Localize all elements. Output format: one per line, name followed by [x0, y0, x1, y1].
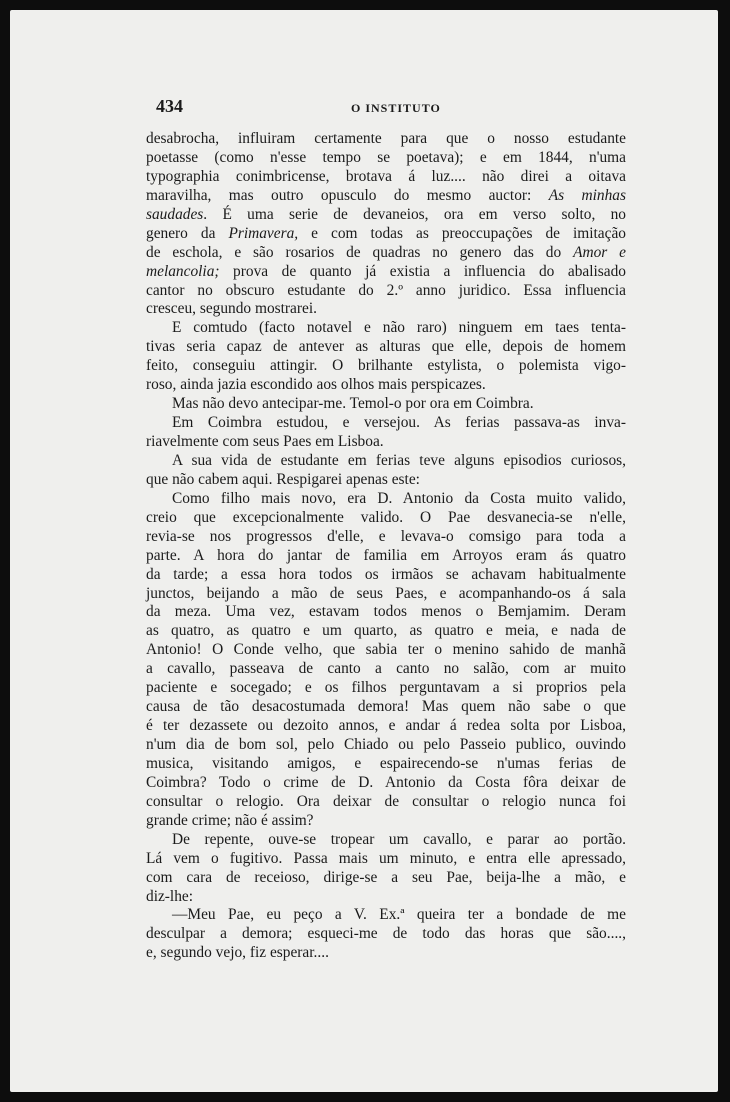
text-line — [146, 528, 626, 547]
text-segment: n'um dia de bom sol, pelo Chiado ou pelo Passeio publico, ouvindo — [146, 736, 626, 753]
text-line — [146, 622, 626, 641]
text-segment: Mas não devo antecipar-me. Temol-o por ora em Coimbra. — [172, 395, 534, 413]
text-line — [146, 300, 626, 319]
text-segment: é ter dezassete ou dezoito annos, e andar á redea solta por Lisboa, — [146, 717, 626, 735]
text-segment: de eschola, e são rosarios de quadras no genero das do — [146, 243, 574, 261]
page-header — [156, 96, 636, 122]
text-line — [146, 679, 626, 698]
text-segment: que não cabem aqui. Respigarei apenas este: — [146, 470, 420, 488]
text-line — [146, 641, 626, 660]
text-segment: paciente e socegado; e os filhos perguntavam a si proprios pela — [146, 679, 626, 697]
text-line — [146, 717, 626, 736]
text-line — [146, 338, 626, 357]
text-segment: com cara de receioso, dirige-se a seu Pae, beija-lhe a mão, e — [146, 868, 626, 886]
text-segment: musica, visitando amigos, e espairecendo-se n'umas ferias de — [146, 754, 626, 772]
text-segment: creio que excepcionalmente valido. O Pae desvanecia-se n'elle, — [146, 508, 626, 526]
text-segment: saudades — [146, 205, 204, 223]
text-line — [146, 850, 626, 869]
text-segment: prova de quanto já existia a influencia do abalisado — [219, 262, 626, 280]
text-line — [146, 698, 626, 717]
text-segment: revia-se nos progressos d'elle, e levava-o comsigo para toda a — [146, 527, 626, 545]
text-segment: junctos, beijando a mão de seus Paes, e acompanhando-os á sala — [146, 584, 626, 602]
text-segment: typographia conimbricense, brotava á luz.... não direi a oitava — [146, 167, 626, 185]
text-segment: da tarde; a essa hora todos os irmãos se achavam habitualmente — [146, 565, 626, 583]
text-line — [146, 566, 626, 585]
text-line — [146, 357, 626, 376]
text-line — [146, 225, 626, 244]
text-line — [146, 149, 626, 168]
text-line — [146, 376, 626, 395]
text-segment: parte. A hora do jantar de familia em Arroyos eram ás quatro — [146, 546, 626, 564]
text-segment: —Meu Pae, eu peço a V. Ex.ª queira ter a bondade de me — [172, 906, 626, 924]
text-segment: A sua vida de estudante em ferias teve alguns episodios curiosos, — [172, 451, 626, 469]
text-line — [146, 130, 626, 149]
text-segment: As minhas — [548, 186, 626, 204]
text-line — [146, 414, 626, 433]
text-line — [146, 168, 626, 187]
text-segment: desculpar a demora; esqueci-me de todo das horas que são...., — [146, 925, 626, 943]
text-segment: maravilha, mas outro opusculo do mesmo auctor: — [146, 186, 549, 204]
text-line — [146, 585, 626, 604]
text-segment: Primavera, — [228, 224, 299, 242]
text-segment: feito, conseguiu attingir. O brilhante estylista, o polemista vigo- — [146, 357, 626, 375]
text-line — [146, 395, 626, 414]
text-line — [146, 925, 626, 944]
text-segment: poetasse (como n'esse tempo se poetava); e em 1844, n'uma — [146, 148, 626, 166]
text-line — [146, 244, 626, 263]
text-line — [146, 282, 626, 301]
text-segment: da meza. Uma vez, estavam todos menos o Bemjamim. Deram — [146, 603, 626, 621]
text-segment: as quatro, as quatro e um quarto, as quatro e meia, e nada de — [146, 622, 626, 640]
text-line — [146, 547, 626, 566]
text-segment: Amor e — [573, 243, 626, 261]
running-title: O INSTITUTO — [351, 101, 441, 115]
text-line — [146, 888, 626, 907]
text-segment: diz-lhe: — [146, 887, 194, 905]
text-line — [146, 603, 626, 622]
text-segment: cresceu, segundo mostrarei. — [146, 300, 317, 318]
text-line — [146, 206, 626, 225]
text-segment: . É uma serie de devaneios, ora em verso solto, no — [203, 205, 626, 223]
text-line — [146, 319, 626, 338]
text-segment: genero da — [146, 224, 229, 242]
text-segment: roso, ainda jazia escondido aos olhos mais perspicazes. — [146, 376, 486, 394]
text-segment: consultar o relogio. Ora deixar de consultar o relogio nunca foi — [146, 792, 626, 810]
text-segment: e com todas as preoccupações de imitação — [298, 224, 626, 242]
text-segment: De repente, ouve-se tropear um cavallo, e parar ao portão. — [172, 830, 626, 848]
text-line — [146, 263, 626, 282]
text-segment: E comtudo (facto notavel e não raro) ninguem em taes tenta- — [172, 319, 626, 337]
page-number: 434 — [156, 96, 183, 116]
text-segment: e, segundo vejo, fiz esperar.... — [146, 944, 329, 962]
text-segment: Coimbra? Todo o crime de D. Antonio da Costa fôra deixar de — [146, 773, 626, 791]
text-segment: causa de tão desacostumada demora! Mas quem não sabe o que — [146, 698, 626, 716]
text-line — [146, 471, 626, 490]
text-segment: Como filho mais novo, era D. Antonio da Costa muito valido, — [172, 489, 626, 507]
text-segment: cantor no obscuro estudante do 2.º anno juridico. Essa influencia — [146, 281, 626, 299]
text-segment: Em Coimbra estudou, e versejou. As ferias passava-as inva- — [172, 414, 626, 432]
text-line — [146, 755, 626, 774]
text-line — [146, 736, 626, 755]
text-line — [146, 906, 626, 925]
text-segment: Antonio! O Conde velho, que sabia ter o menino sahido de manhã — [146, 641, 626, 659]
text-segment: riavelmente com seus Paes em Lisboa. — [146, 433, 384, 450]
text-segment: desabrocha, influiram certamente para que o nosso estudante — [146, 130, 626, 147]
text-line — [146, 812, 626, 831]
body-text — [146, 130, 626, 963]
text-line — [146, 433, 626, 452]
text-line — [146, 509, 626, 528]
text-line — [146, 774, 626, 793]
text-line — [146, 944, 626, 963]
text-line — [146, 869, 626, 888]
text-line — [146, 831, 626, 850]
text-segment: tivas seria capaz de antever as alturas que elle, depois de homem — [146, 338, 626, 356]
text-line — [146, 793, 626, 812]
text-segment: a cavallo, passeava de canto a canto no salão, com ar muito — [146, 660, 626, 678]
text-line — [146, 660, 626, 679]
text-segment: Lá vem o fugitivo. Passa mais um minuto, e entra elle apressado, — [146, 849, 626, 867]
text-line — [146, 452, 626, 471]
text-line — [146, 187, 626, 206]
text-segment: melancolia; — [146, 262, 220, 280]
text-segment: grande crime; não é assim? — [146, 811, 314, 829]
text-line — [146, 490, 626, 509]
